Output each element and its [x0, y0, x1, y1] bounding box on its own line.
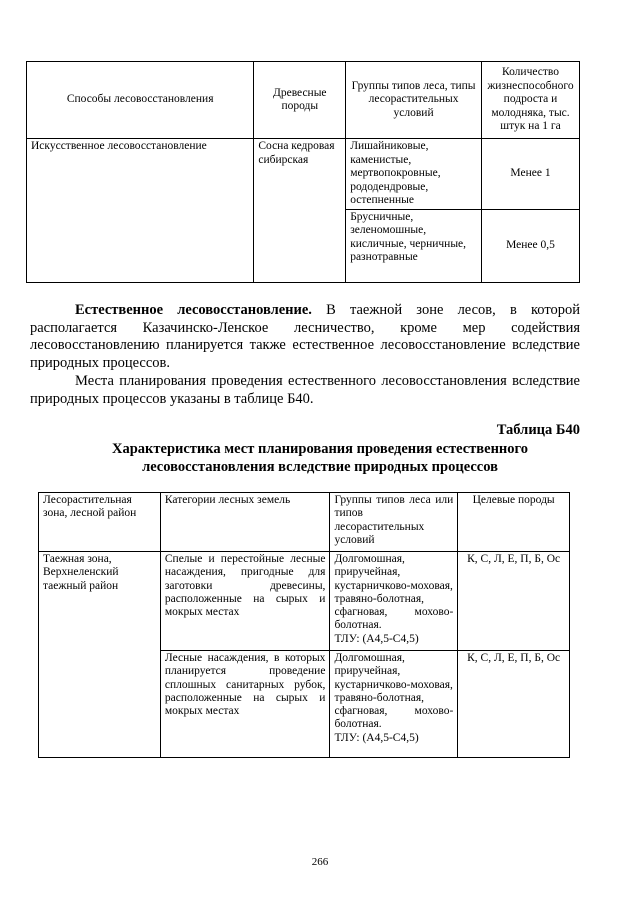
forest-groups-cell: Брусничные, зеленомошные, кисличные, черничные, разнотравные — [346, 209, 482, 282]
header-categories: Категории лесных земель — [160, 493, 330, 552]
page-number: 266 — [311, 856, 329, 868]
header-count: Количество жизнеспособного подроста и молодняка, тыс. штук на 1 га — [481, 62, 579, 139]
table-row — [27, 139, 580, 210]
zone-cell: Таежная зона, Верхнеленский таежный район — [39, 552, 161, 758]
category-cell: Спелые и перестойные лесные насаждения, пригодные для заготовки древесины, расположенные на сырых и мокрых местах — [160, 552, 330, 651]
header-forest-groups: Группы типов леса, типы лесорастительных условий — [346, 62, 482, 139]
forest-groups-cell — [330, 651, 458, 758]
header-species: Древесные породы — [254, 62, 346, 139]
forest-groups-cell — [330, 552, 458, 651]
header-forest-groups: Группы типов леса или типов лесорастительных условий — [330, 493, 458, 552]
groups-text: Долгомошная, приручейная, кустарничково-моховая, травяно-болотная, сфагновая, мохово-болотная. — [334, 553, 454, 632]
table-row — [39, 552, 570, 651]
target-species-cell: К, С, Л, Е, П, Б, Ос — [458, 651, 570, 758]
header-target-species: Целевые породы — [458, 493, 570, 552]
table-label: Таблица Б40 — [496, 422, 580, 438]
reference-paragraph: Места планирования проведения естественного лесовосстановления вследствие природных процессов указаны в таблице Б40. — [30, 373, 580, 407]
count-cell: Менее 1 — [481, 139, 579, 210]
count-cell: Менее 0,5 — [481, 209, 579, 282]
category-cell: Лесные насаждения, в которых планируется проведение сплошных санитарных рубок, расположенные на сырых и мокрых местах — [160, 651, 330, 758]
table-header-row — [39, 493, 570, 552]
tlu-text: ТЛУ: (А4,5-С4,5) — [334, 731, 419, 744]
method-cell: Искусственное лесовосстановление — [27, 139, 254, 283]
target-species-cell: К, С, Л, Е, П, Б, Ос — [458, 552, 570, 651]
header-zone: Лесорастительная зона, лесной район — [39, 493, 161, 552]
forest-groups-cell: Лишайниковые, каменистые, мертвопокровные, рододендровые, остепненные — [346, 139, 482, 210]
forest-restoration-table — [26, 61, 580, 283]
natural-restoration-paragraph — [30, 302, 580, 372]
natural-restoration-table — [38, 492, 570, 758]
paragraph-text: В таежной зоне лесов, в которой располагается Казачинско-Ленское лесничество, кроме мер содействия лесовосстановлению планируется также естественное лесовосстановление вследствие природных процессов. — [30, 302, 580, 371]
table-title: Характеристика мест планирования проведения естественного лесовосстановления вследствие природных процессов — [112, 441, 528, 475]
groups-text: Долгомошная, приручейная, кустарничково-моховая, травяно-болотная, сфагновая, мохово-болотная. — [334, 652, 454, 731]
header-methods: Способы лесовосстановления — [27, 62, 254, 139]
paragraph-bold-lead: Естественное лесовосстановление. — [75, 302, 312, 318]
table-header-row — [27, 62, 580, 139]
species-cell: Сосна кедровая сибирская — [254, 139, 346, 283]
tlu-text: ТЛУ: (А4,5-С4,5) — [334, 632, 419, 645]
